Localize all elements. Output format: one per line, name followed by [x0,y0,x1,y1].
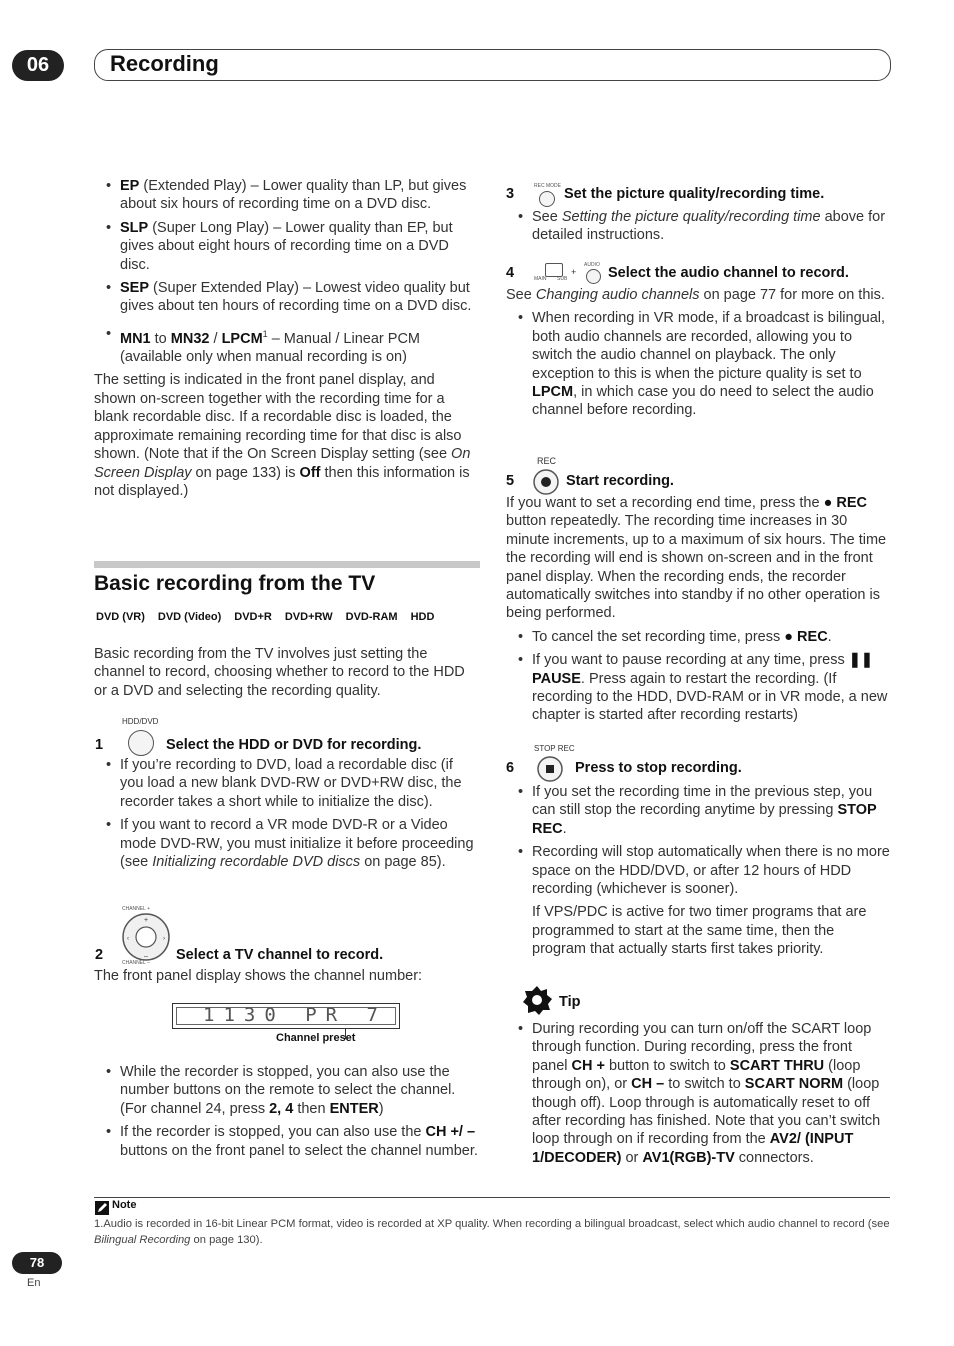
audio-label: AUDIO [584,262,600,268]
language-code: En [27,1277,41,1289]
step4-text: See Changing audio channels on page 77 for more on this. [506,287,885,303]
main-sub-button-icon [545,263,563,277]
step-title: Select the HDD or DVD for recording. [166,737,422,753]
badge-dvd-plus-rw: DVD+RW [284,611,333,623]
note-label: Note [112,1199,137,1211]
chapter-badge: 06 [12,50,64,81]
step2-bullets [94,1063,480,1160]
rec-mode-label: REC MODE [534,183,561,189]
audio-button-icon [586,269,601,284]
vps-pdc-paragraph: If VPS/PDC is active for two timer programs that are programmed to start at the same time, then the program that actually starts first takes priority. [532,904,867,958]
channel-minus-label: CHANNEL – [122,960,150,966]
note-text: 1.Audio is recorded in 16-bit Linear PCM format, video is recorded at XP quality. When recording a bilingual broadcast, select which audio channel to record (see Bilingual Recording on page 130). [94,1218,890,1246]
list-item: • EP (Extended Play) – Lower quality than LP, but gives about six hours of recording time on a DVD disc. [94,177,480,214]
step-number: 1 [95,737,104,753]
channel-plus-label: CHANNEL + [122,906,151,912]
sub-label: SUB [557,276,568,282]
list-item: • Recording will stop automatically when there is no more space on the HDD/DVD, or after 12 hours of HDD recording (whichever is sooner). [506,843,890,898]
list-item: • MN1 to MN32 / LPCM$^1$ – Manual / Linear PCM (available only when manual recording is on) [94,325,480,367]
badge-dvd-plus-r: DVD+R [234,611,272,623]
rec-button-icon [532,468,560,496]
step3-bullets [506,208,890,245]
list-item: • To cancel the set recording time, press ● REC. [506,628,890,646]
pencil-icon [95,1201,109,1215]
badge-dvd-ram: DVD-RAM [345,611,398,623]
step1-bullets [94,756,480,871]
main-label: MAIN [534,276,547,282]
step-number: 3 [506,186,515,202]
step4-body [506,286,890,420]
page-title: Recording [110,51,219,76]
channel-dpad-icon [120,912,172,962]
list-item: • SEP (Super Extended Play) – Lowest video quality but gives about ten hours of recording time on a DVD disc. [94,279,480,316]
step-title: Set the picture quality/recording time. [564,186,825,202]
tip-label: Tip [559,994,581,1010]
step-number: 4 [506,265,515,281]
step-number: 5 [506,473,515,489]
disc-badges [96,611,447,623]
list-item: • See Setting the picture quality/recording time above for detailed instructions. [506,208,890,245]
badge-dvd-video: DVD (Video) [157,611,222,623]
rec-mode-button-icon [539,191,555,207]
plus-sign: + [571,267,577,277]
list-item: • If the recorder is stopped, you can also use the CH +/ – buttons on the front panel to select the channel number. [94,1123,480,1160]
display-readout: 1130 PR 7 [203,1004,387,1026]
badge-dvd-vr: DVD (VR) [96,611,145,623]
list-item: • If you want to pause recording at any time, press ❚❚ PAUSE. Press again to restart the recording. (If recording to the HDD, DVD-RAM or in VR mode, a new chapter is started after recording restarts) [506,651,890,725]
svg-text:‹: ‹ [127,936,129,942]
stop-rec-button-icon [536,755,564,783]
step-title: Select the audio channel to record. [608,265,849,281]
list-item: • If you want to record a VR mode DVD-R or a Video mode DVD-RW, you must initialize it before proceeding (see Initializing recordable DVD discs on page 85). [94,816,480,871]
step-title: Select a TV channel to record. [176,947,384,963]
note-divider [94,1197,890,1198]
step-title: Press to stop recording. [575,760,742,776]
list-item: • If you set the recording time in the previous step, you can still stop the recording anytime by pressing STOP REC. [506,783,890,838]
list-item: • During recording you can turn on/off the SCART loop through function. During recording, press the front panel CH + button to switch to SCART THRU (loop through on), or CH – to switch to SCART NORM (loop though off). Loop through is automatically reset to off after recording has finished. Note that you can’t switch loop through on if recording from the AV2/ (INPUT 1/DECODER) or AV1(RGB)-TV connectors. [506,1020,890,1167]
step2-text: The front panel display shows the channel number: [94,968,423,984]
section-title: Basic recording from the TV [94,572,376,595]
rec-label: REC [537,456,557,466]
hdd-dvd-button-icon [128,730,154,756]
svg-text:–: – [144,953,148,960]
list-item: • When recording in VR mode, if a broadcast is bilingual, both audio channels are recorded, allowing you to switch the audio channel on playback. The only exception to this is when the picture quality is set to LPCM, in which case you do need to select the audio channel before recording. [506,309,890,419]
intro-paragraph: Basic recording from the TV involves just setting the channel to record, choosing whether to record to the HDD or a DVD and selecting the recording quality. [94,646,465,699]
svg-text:›: › [163,936,165,942]
tip-body [506,1020,890,1167]
step-title: Start recording. [566,473,674,489]
list-item: • If you’re recording to DVD, load a recordable disc (if you load a new blank DVD-RW or DVD+RW disc, the recorder takes a short while to initialize the disc). [94,756,480,811]
tip-icon [522,985,552,1015]
section-divider [94,561,480,568]
badge-hdd: HDD [410,611,435,623]
quality-list [94,177,480,500]
list-item: • While the recorder is stopped, you can also use the number buttons on the remote to select the channel. (For channel 24, press 2, 4 then ENTER) [94,1063,480,1118]
step-number: 6 [506,760,515,776]
step5-body [506,494,890,725]
stop-rec-label: STOP REC [534,744,575,753]
page-number: 78 [12,1252,62,1274]
step-number: 2 [95,947,104,963]
svg-text:+: + [143,917,149,924]
front-panel-display [172,1003,400,1029]
setting-paragraph: The setting is indicated in the front panel display, and shown on-screen together with the recording time for a blank recordable disc. If a recordable disc is loaded, the approximate remaining recording time for that disc is also shown. (Note that if the On Screen Display setting (see On Screen Display on page 133) is Off then this information is not displayed.) [94,372,471,499]
list-item: • SLP (Super Long Play) – Lower quality than EP, but gives about eight hours of recording time on a DVD disc. [94,219,480,274]
step6-body [506,783,890,959]
display-caption: Channel preset [276,1032,356,1044]
step5-text: If you want to set a recording end time, press the ● REC button repeatedly. The recording time increases in 30 minute increments, up to a maximum of six hours. The time the recording will end is shown on-screen and in the front panel display. When the recording ends, the recorder automatically switches into standby if no other operation is being performed. [506,495,887,622]
hdd-dvd-label: HDD/DVD [122,717,159,726]
